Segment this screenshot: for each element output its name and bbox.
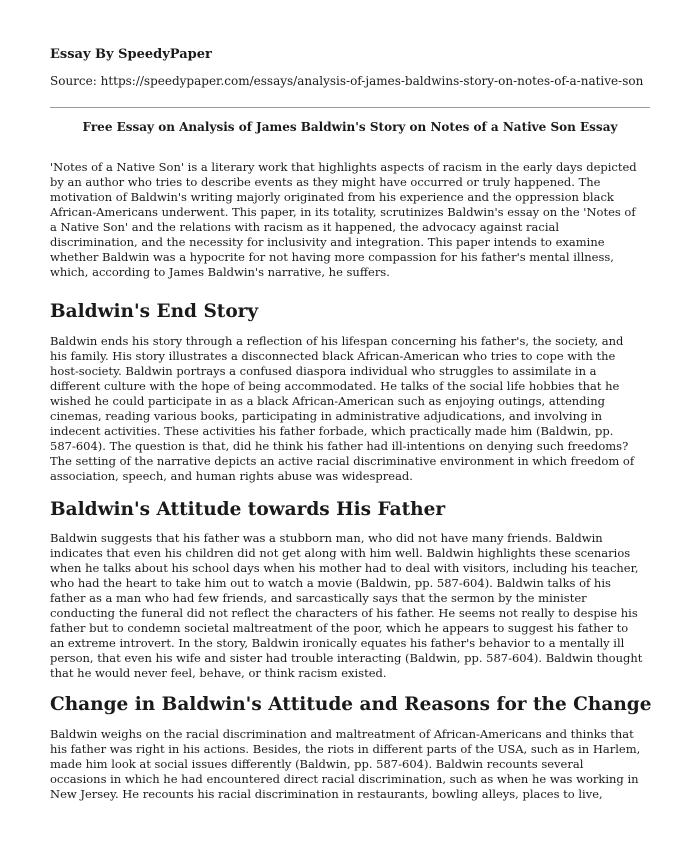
paragraph-line: which, according to James Baldwin's narrative, he suffers. <box>50 265 390 279</box>
section-heading-attitude: Baldwin's Attitude towards His Father <box>50 499 446 520</box>
paragraph-line: The setting of the narrative depicts an active racial discriminative environment in which freedom of <box>50 454 635 468</box>
paragraph-line: wished he could participate in as a black African-American such as enjoying outings, attending <box>50 394 605 408</box>
paragraph-line: discrimination, and the necessity for inclusivity and integration. This paper intends to examine <box>50 235 605 249</box>
paragraph-line: association, speech, and human rights abuse was widespread. <box>50 469 413 483</box>
paragraph-line: father as a man who had few friends, and sarcastically says that the sermon by the minister <box>50 591 587 605</box>
paragraph-line: indicates that even his children did not get along with him well. Baldwin highlights these scenarios <box>50 546 631 560</box>
brand-label: Essay By SpeedyPaper <box>50 47 212 62</box>
paragraph-line: whether Baldwin was a hypocrite for not having more compassion for his father's mental illness, <box>50 250 614 264</box>
paragraph-line: father but to condemn societal maltreatment of the poor, which he appears to suggest his father to <box>50 621 629 635</box>
paragraph-line: indecent activities. These activities his father forbade, which practically made him (Baldwin, pp. <box>50 424 614 438</box>
paragraph-line: a Native Son' and the relations with racism as it happened, the advocacy against racial <box>50 220 560 234</box>
section-paragraph-attitude <box>50 531 650 681</box>
paragraph-line: 'Notes of a Native Son' is a literary work that highlights aspects of racism in the early days depicted <box>50 160 637 174</box>
paragraph-line: cinemas, reading various books, participating in administrative adjudications, and involving in <box>50 409 603 423</box>
paragraph-line: his father was right in his actions. Besides, the riots in different parts of the USA, such as in Harlem, <box>50 742 641 756</box>
paragraph-line: different culture with the hope of being accommodated. He talks of the social life hobbies that he <box>50 379 620 393</box>
paragraph-line: Baldwin ends his story through a reflection of his lifespan concerning his father's, the society, and <box>50 334 624 348</box>
paragraph-line: motivation of Baldwin's writing majorly originated from his experience and the oppression black <box>50 190 614 204</box>
section-paragraph-change <box>50 727 650 802</box>
paragraph-line: when he talks about his school days when his mother had to deal with visitors, including his teacher, <box>50 561 639 575</box>
paragraph-line: conducting the funeral did not reflect the characters of his father. He seems not really to despise his <box>50 606 638 620</box>
intro-paragraph <box>50 160 650 280</box>
section-heading-end-story: Baldwin's End Story <box>50 301 259 322</box>
paragraph-line: Baldwin suggests that his father was a stubborn man, who did not have many friends. Baldwin <box>50 531 603 545</box>
paragraph-line: by an author who tries to describe events as they might have occurred or truly happened. The <box>50 175 601 189</box>
paragraph-line: that he would never feel, behave, or think racism existed. <box>50 666 387 680</box>
paragraph-line: person, that even his wife and sister had trouble interacting (Baldwin, pp. 587-604). Baldwin thought <box>50 651 643 665</box>
source-url[interactable]: Source: https://speedypaper.com/essays/analysis-of-james-baldwins-story-on-notes-of-a-native-son <box>50 74 644 88</box>
section-heading-change: Change in Baldwin's Attitude and Reasons for the Change <box>50 694 652 715</box>
section-paragraph-end-story <box>50 334 650 484</box>
paragraph-line: made him look at social issues differently (Baldwin, pp. 587-604). Baldwin recounts several <box>50 757 584 771</box>
paragraph-line: New Jersey. He recounts his racial discrimination in restaurants, bowling alleys, places to live, <box>50 787 603 801</box>
paragraph-line: 587-604). The question is that, did he think his father had ill-intentions on denying such freedoms? <box>50 439 629 453</box>
paragraph-line: host-society. Baldwin portrays a confused diaspora individual who struggles to assimilate in a <box>50 364 597 378</box>
paragraph-line: who had the heart to take him out to watch a movie (Baldwin, pp. 587-604). Baldwin talks of his <box>50 576 611 590</box>
paragraph-line: occasions in which he had encountered direct racial discrimination, such as when he was working in <box>50 772 639 786</box>
header-divider <box>50 107 650 108</box>
paragraph-line: African-Americans underwent. This paper, in its totality, scrutinizes Baldwin's essay on the 'Notes of <box>50 205 636 219</box>
paragraph-line: Baldwin weighs on the racial discrimination and maltreatment of African-Americans and thinks that <box>50 727 634 741</box>
paragraph-line: his family. His story illustrates a disconnected black African-American who tries to cope with the <box>50 349 616 363</box>
essay-title: Free Essay on Analysis of James Baldwin's Story on Notes of a Native Son Essay <box>82 120 618 134</box>
paragraph-line: an extreme introvert. In the story, Baldwin ironically equates his father's behavior to a mentally ill <box>50 636 625 650</box>
